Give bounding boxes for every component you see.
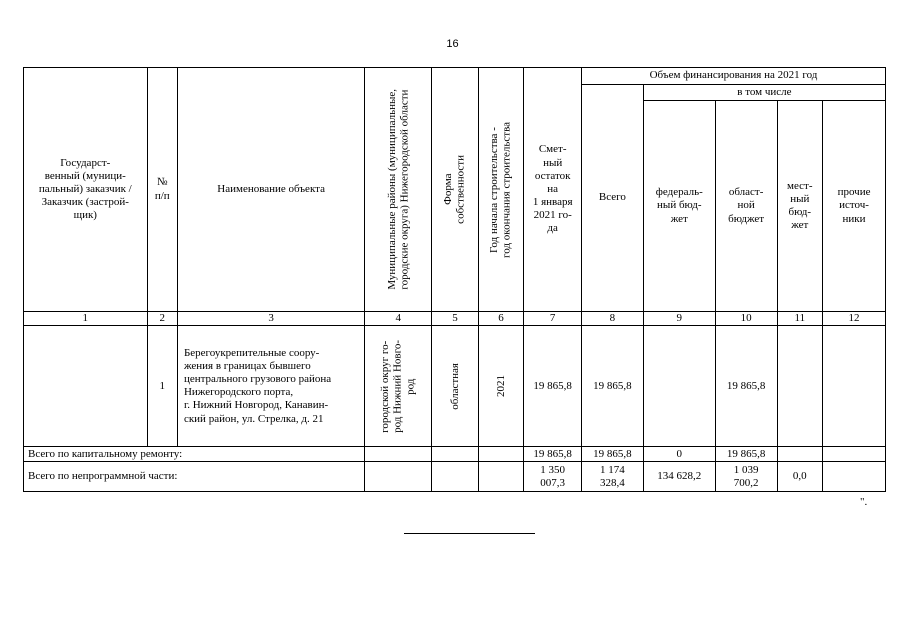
column-number: 8 (582, 312, 644, 326)
object-regional: 19 865,8 (715, 326, 777, 447)
header-estimate-balance: Смет- ный остаток на 1 января 2021 го- да (524, 68, 582, 312)
header-funding-group: Объем финансирования на 2021 год (582, 68, 886, 85)
header-object-name: Наименование объекта (177, 68, 364, 312)
header-federal: федераль- ный бюд- жет (643, 101, 715, 312)
header-district: Муниципальные районы (муниципальные, городские округа) Нижегородской области (365, 68, 432, 312)
capital-repair-local (777, 447, 823, 462)
nonprogram-other (823, 462, 886, 492)
column-number: 1 (24, 312, 148, 326)
capital-repair-total-row (24, 447, 886, 462)
capital-repair-total: 19 865,8 (582, 447, 644, 462)
object-district: городской округ го- род Нижний Новго- род (365, 326, 432, 447)
header-regional: област- ной бюджет (715, 101, 777, 312)
nonprogram-estimate-balance: 1 350 007,3 (524, 462, 582, 492)
nonprogram-regional: 1 039 700,2 (715, 462, 777, 492)
empty-cell (432, 462, 479, 492)
header-number: № п/п (147, 68, 177, 312)
header-ownership: Форма собственности (432, 68, 479, 312)
financing-table (23, 67, 886, 492)
nonprogram-local: 0,0 (777, 462, 823, 492)
closing-quote-mark: ". (860, 496, 868, 508)
header-other: прочие источ- ники (823, 101, 886, 312)
capital-repair-estimate-balance: 19 865,8 (524, 447, 582, 462)
empty-cell (432, 447, 479, 462)
header-total: Всего (582, 85, 644, 312)
nonprogram-total: 1 174 328,4 (582, 462, 644, 492)
nonprogram-federal: 134 628,2 (643, 462, 715, 492)
object-total: 19 865,8 (582, 326, 644, 447)
capital-repair-other (823, 447, 886, 462)
object-row (24, 326, 886, 447)
column-number: 9 (643, 312, 715, 326)
empty-cell (365, 447, 432, 462)
column-number: 3 (177, 312, 364, 326)
empty-cell (365, 462, 432, 492)
object-years: 2021 (478, 326, 524, 447)
object-customer (24, 326, 148, 447)
object-name: Берегоукрепительные соору- жения в границах бывшего центрального грузового района Нижегородского порта, г. Нижний Новгород, Канавин- ский район, ул. Стрелка, д. 21 (177, 326, 364, 447)
capital-repair-federal: 0 (643, 447, 715, 462)
capital-repair-regional: 19 865,8 (715, 447, 777, 462)
object-number: 1 (147, 326, 177, 447)
nonprogram-total-row (24, 462, 886, 492)
page-number: 16 (446, 38, 459, 50)
object-local (777, 326, 823, 447)
header-customer: Государст- венный (муници- пальный) заказчик / Заказчик (застрой- щик) (24, 68, 148, 312)
object-other (823, 326, 886, 447)
column-number: 5 (432, 312, 479, 326)
column-number: 10 (715, 312, 777, 326)
object-federal (643, 326, 715, 447)
nonprogram-label: Всего по непрограммной части: (24, 462, 365, 492)
header-years: Год начала строительства - год окончания строительства (478, 68, 524, 312)
header-including: в том числе (643, 85, 885, 101)
empty-cell (478, 447, 524, 462)
empty-cell (478, 462, 524, 492)
column-number: 4 (365, 312, 432, 326)
capital-repair-label: Всего по капитальному ремонту: (24, 447, 365, 462)
header-local: мест- ный бюд- жет (777, 101, 823, 312)
object-ownership: областная (432, 326, 479, 447)
object-estimate-balance: 19 865,8 (524, 326, 582, 447)
column-number-row (24, 312, 886, 326)
column-number: 12 (823, 312, 886, 326)
horizontal-rule (404, 533, 535, 534)
column-number: 6 (478, 312, 524, 326)
column-number: 7 (524, 312, 582, 326)
column-number: 11 (777, 312, 823, 326)
column-number: 2 (147, 312, 177, 326)
